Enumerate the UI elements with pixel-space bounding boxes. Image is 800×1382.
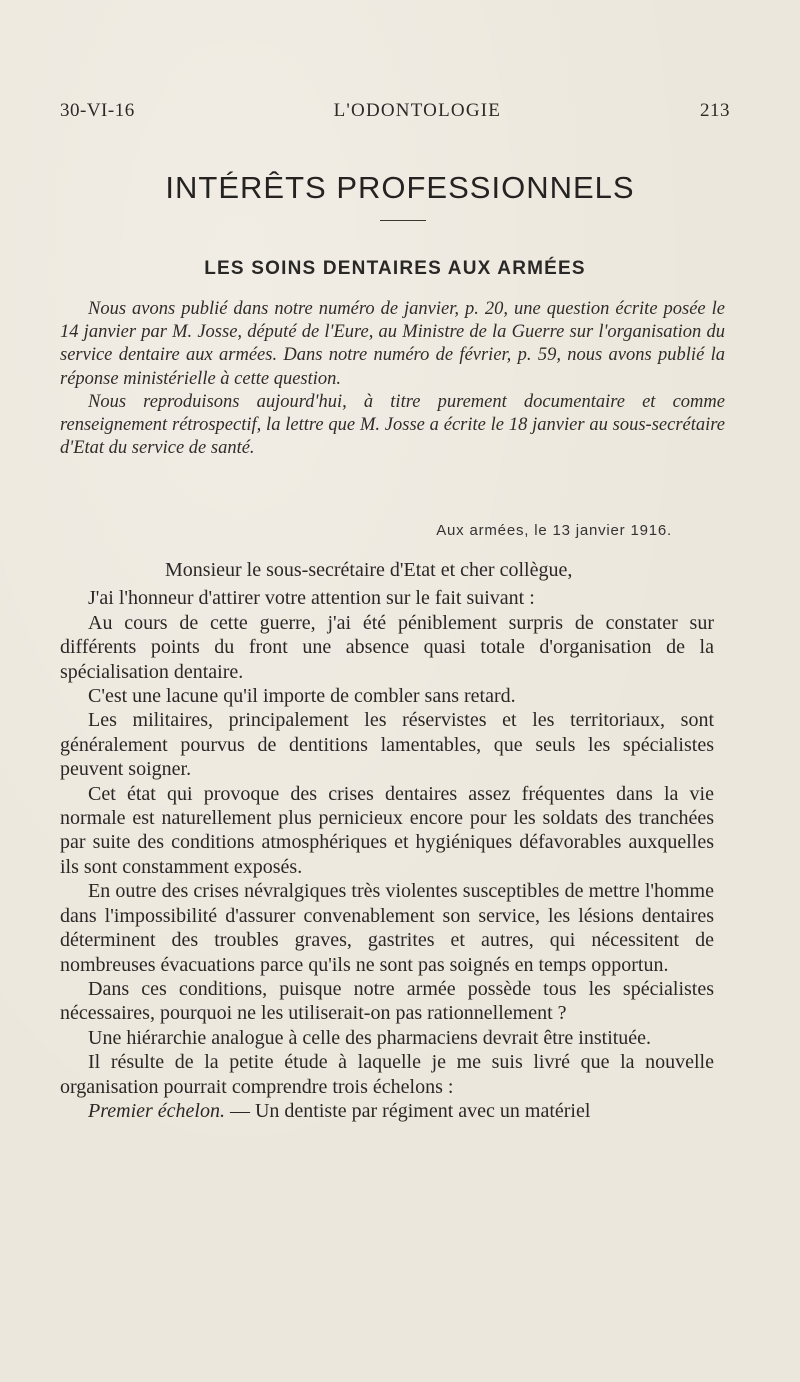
running-head — [60, 100, 730, 122]
echelon-text: — Un dentiste par régiment avec un matériel — [224, 1099, 591, 1122]
issue-date: 30-VI-16 — [60, 100, 135, 121]
letter-dateline: Aux armées, le 13 janvier 1916. — [436, 522, 672, 539]
title-rule — [380, 220, 426, 221]
letter-paragraph: Au cours de cette guerre, j'ai été péniblement surpris de constater sur différents points du front une absence quasi totale d'organisation de la spécialisation dentaire. — [60, 611, 714, 683]
editorial-intro — [60, 298, 725, 460]
letter-body — [60, 558, 714, 1123]
echelon-label: Premier échelon. — [88, 1099, 225, 1122]
intro-paragraph: Nous reproduisons aujourd'hui, à titre purement documentaire et comme renseignement rétrospectif, la lettre que M. Josse a écrite le 18 janvier au sous-secrétaire d'Etat du service de santé. — [60, 391, 725, 459]
letter-paragraph: Dans ces conditions, puisque notre armée possède tous les spécialistes nécessaires, pourquoi ne les utiliserait-on pas rationnellement ? — [60, 977, 714, 1025]
letter-paragraph: Cet état qui provoque des crises dentaires assez fréquentes dans la vie normale est naturellement plus pernicieux encore pour les soldats des tranchées par suite des conditions atmosphériques et hygiéniques défavorables auxquelles ils sont constamment exposés. — [60, 782, 714, 878]
letter-paragraph: C'est une lacune qu'il importe de combler sans retard. — [88, 685, 516, 708]
letter-paragraph: Une hiérarchie analogue à celle des pharmaciens devrait être instituée. — [88, 1026, 652, 1049]
intro-paragraph: Nous avons publié dans notre numéro de janvier, p. 20, une question écrite posée le 14 janvier par M. Josse, député de l'Eure, au Ministre de la Guerre sur l'organisation du service dentaire aux armées. Dans notre numéro de février, p. 59, nous avons publié la réponse ministérielle à cette question. — [60, 299, 725, 389]
article-title: LES SOINS DENTAIRES AUX ARMÉES — [204, 258, 586, 279]
journal-name: L'ODONTOLOGIE — [333, 100, 502, 121]
letter-paragraph: Il résulte de la petite étude à laquelle je me suis livré que la nouvelle organisation pourrait comprendre trois échelons : — [60, 1051, 714, 1098]
letter-salutation: Monsieur le sous-secrétaire d'Etat et cher collègue, — [165, 559, 573, 581]
letter-paragraph: J'ai l'honneur d'attirer votre attention sur le fait suivant : — [88, 587, 535, 610]
letter-paragraph: Les militaires, principalement les réservistes et les territoriaux, sont généralement pourvus de dentitions lamentables, que seuls les spécialistes peuvent soigner. — [60, 709, 714, 781]
page-number: 213 — [700, 100, 730, 121]
section-title: INTÉRÊTS PROFESSIONNELS — [165, 170, 635, 205]
letter-paragraph-last — [60, 1099, 714, 1123]
letter-paragraph: En outre des crises névralgiques très violentes susceptibles de mettre l'homme dans l'impossibilité d'assurer convenablement son service, les lésions dentaires déterminent des troubles graves, gastrites et autres, qui nécessitent de nombreuses évacuations parce qu'ils ne sont pas soignés en temps opportun. — [60, 880, 714, 976]
